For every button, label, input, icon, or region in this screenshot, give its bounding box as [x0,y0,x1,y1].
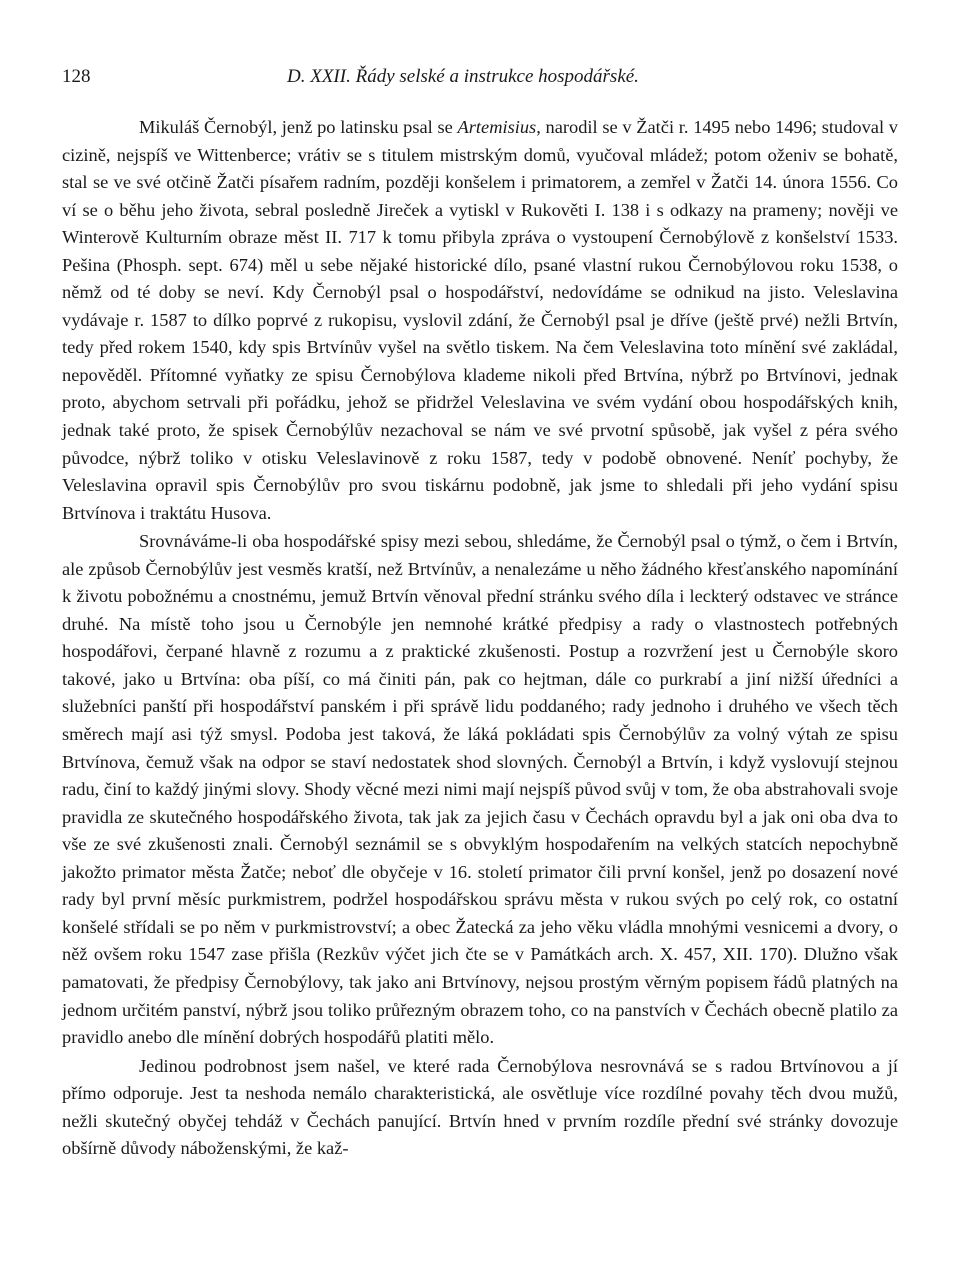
paragraph-text-start: Mikuláš Černobýl, jenž po latinsku psal se [139,117,458,137]
page-header [62,66,898,94]
paragraph-discrepancy: Jedinou podrobnost jsem našel, ve které rada Černobýlova nesrovnává se s radou Brtvínovou a jí přímo odporuje. Jest ta neshoda nemálo charakteristická, ale osvětluje více rozdílné povahy těch dvou mužů, nežli skutečný obyčej tehdáž v Čechách panující. Brtvín hned v prvním rozdíle přední své stránky dovozuje obšírně důvody náboženskými, že kaž- [62,1055,898,1159]
latin-name-emphasis: Artemisius [457,117,537,137]
page-number: 128 [62,66,91,87]
body-text [62,114,898,1164]
paragraph-comparison: Srovnáváme-li oba hospodářské spisy mezi sebou, shledáme, že Černobýl psal o týmž, o čem i Brtvín, ale způsob Černobýlův jest vesměs kratší, než Brtvínův, a nenalezáme u něho žádného křesťanského napomínání k životu pobožnému a cnostnému, jemuž Brtvín věnoval přední stránku svého díla i leckterý odstavec ve stránce druhé. Na místě toho jsou u Černobýle jen nemnohé krátké předpisy a rady o vlastnostech potřebných hospodářovi, čerpané hlavně z rozumu a z praktické zkušenosti. Postup a rozvržení jest u Černobýle skoro takové, jako u Brtvína: oba píší, co má činiti pán, pak co hejtman, dále co purkrabí a jiní nižší úředníci a služebníci panští při hospodářství panském i při správě lidu poddaného; rady jednoho i druhého ve všech těch směrech mají asi týž smysl. Podoba jest taková, že láká pokládati spis Černobýlův za volný výtah ze spisu Brtvínova, čemuž však na odpor se staví nedostatek shod slovných. Černobýl a Brtvín, i když vyslovují stejnou radu, činí to každý jinými slovy. Shody věcné mezi nimi mají nejspíš původ svůj v tom, že oba abstrahovali svoje pravidla ze skutečného hospodářského života, tak jak za jejich času v Čechách opravdu byl a jak oni oba dva to vše ze své zkušenosti znali. Černobýl seznámil se s obvyklým hospodařením na velkých statcích nepochybně jakožto primator města Žatče; neboť dle obyčeje v 16. století primator čili první konšel, jenž po dosazení nové rady byl první měsíc purkmistrem, podržel hospodářskou správu města v rukou svých po celý rok, co ostatní konšelé střídali se po něm v purkmistrovství; a obec Žatecká za jeho věku vládla mnohými vesnicemi a dvory, o něž ovšem roku 1547 zase přišla (Rezkův výčet jich čte se v Památkách arch. X. 457, XII. 170). Dlužno však pamatovati, že předpisy Černobýlovy, tak jako ani Brtvínovy, nejsou prostým věrným popisem řádů platných na jednom určitém panství, nýbrž jsou toliko průřezným obrazem toho, co na panstvích v Čechách obecně platilo za pravidlo anebo dle mínění dobrých hospodářů platiti mělo. [62,531,898,1048]
paragraph-cernobyl-biography [62,114,898,527]
paragraph-text-rest: , narodil se v Žatči r. 1495 nebo 1496; studoval v cizině, nejspíš ve Wittenberce; vrátiv se s titulem mistrským domů, vyučoval mládež; potom oženiv se bohatě, stal se ve své otčině Žatči písařem radním, později konšelem i primatorem, a zemřel v Žatči 14. února 1556. Co ví se o běhu jeho života, sebral posledně Jireček a vytiskl v Rukověti I. 138 i s odkazy na prameny; nověji ve Winterově Kulturním obraze měst II. 717 k tomu přibyla zpráva o vystoupení Černobýlově z konšelství 1533. Pešina (Phosph. sept. 674) měl u sebe nějaké historické dílo, psané vlastní rukou Černobýlovou roku 1538, o němž od té doby se neví. Kdy Černobýl psal o hospodářství, nedovídáme se odnikud na jisto. Veleslavina vydávaje r. 1587 to dílko poprvé z rukopisu, vyslovil zdání, že Černobýl psal je dříve (ještě prvé) nežli Brtvín, tedy před rokem 1540, kdy spis Brtvínův vyšel na světlo tiskem. Na čem Veleslavina toto mínění své zakládal, nepověděl. Přítomné vyňatky ze spisu Černobýlova klademe nikoli před Brtvína, nýbrž po Brtvínovi, jednak proto, abychom setrvali při pořádku, jehož se přidržel Veleslavina ve svém vydání obou hospodářských knih, jednak také proto, že spisek Černobýlův nezachoval se nám ve své prvotní spůsobě, jak vyšel z péra svého původce, nýbrž toliko v otisku Veleslavinově z roku 1587, tedy v podobě obnovené. Neníť pochyby, že Veleslavina opravil spis Černobýlův pro svou tiskárnu podobně, jak jsme to shledali při jeho vydání spisu Brtvínova i traktátu Husova. [62,117,898,523]
running-head: D. XXII. Řády selské a instrukce hospodářské. [287,66,639,87]
